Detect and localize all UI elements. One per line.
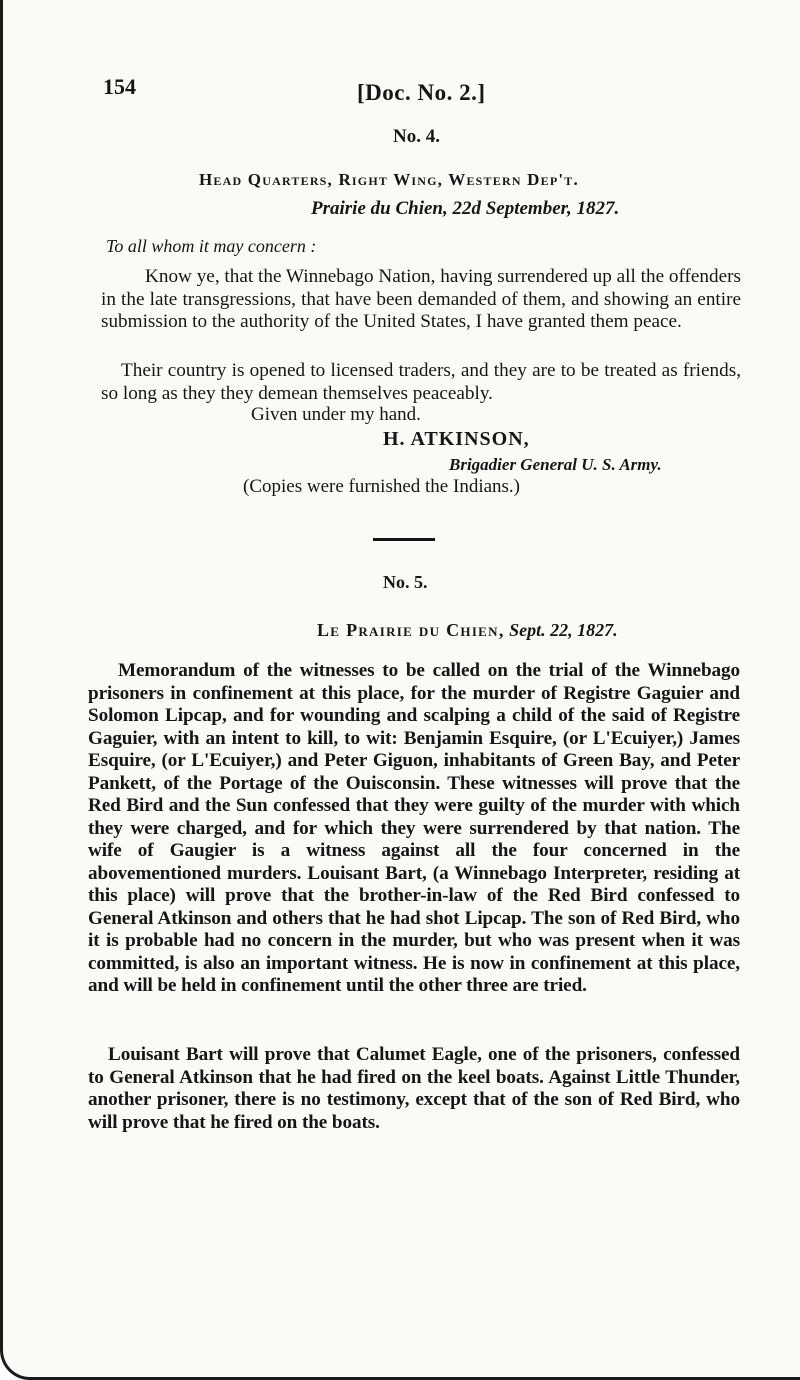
memorandum-paragraph-1: Memorandum of the witnesses to be called on the trial of the Winnebago prisoners in confinement at this place, for the murder of Registre Gaguier and Solomon Lipcap, and for wounding and scalping a child of the said of Registre Gaguier, with an intent to kill, to wit: Benjamin Esquire, (or L'Ecuiyer,) James Esquire, (or L'Ecuiyer,) and Peter Giguon, inhabitants of Green Bay, and Peter Pankett, of the Portage of the Ouisconsin. These witnesses will prove that the Red Bird and the Sun confessed that they were guilty of the murder with which they were charged, and for which they were surrendered by that nation. The wife of Gaugier is a witness against all the four concerned in the abovementioned murders. Louisant Bart, (a Winnebago Interpreter, residing at this place) will prove that the brother-in-law of the Red Bird confessed to General Atkinson and others that he had shot Lipcap. The son of Red Bird, who it is probable had no concern in the murder, but who was present when it was committed, is also an important witness. He is now in confinement at this place, and will be held in confinement until the other three are tried.	[88, 660, 740, 996]
section-5-place-date	[317, 620, 618, 641]
section-5-date: Sept. 22, 1827.	[509, 620, 618, 640]
signature: H. ATKINSON,	[383, 428, 530, 450]
salutation: To all whom it may concern :	[106, 236, 317, 256]
section-4-place-date: Prairie du Chien, 22d September, 1827.	[311, 198, 620, 219]
doc-reference: [Doc. No. 2.]	[357, 80, 486, 105]
copies-note: (Copies were furnished the Indians.)	[243, 476, 521, 497]
section-4-number: No. 4.	[393, 126, 440, 147]
signatory-rank: Brigadier General U. S. Army.	[449, 455, 662, 474]
section-4-paragraph-2: Their country is opened to licensed traders, and they are to be treated as friends, so long as they they demean themselves peaceably.	[101, 360, 741, 404]
section-divider	[373, 538, 435, 541]
section-4-heading: Head Quarters, Right Wing, Western Dep't.	[199, 170, 579, 189]
page-number: 154	[103, 74, 136, 99]
memorandum-paragraph-2: Louisant Bart will prove that Calumet Eagle, one of the prisoners, confessed to General Atkinson that he had fired on the keel boats. Against Little Thunder, another prisoner, there is no testimony, except that of the son of Red Bird, who will prove that he fired on the boats.	[88, 1044, 740, 1133]
given-under-hand: Given under my hand.	[251, 404, 421, 425]
section-4-paragraph-1: Know ye, that the Winnebago Nation, having surrendered up all the offenders in the late transgressions, that have been demanded of them, and showing an entire submission to the authority of the United States, I have granted them peace.	[101, 266, 741, 332]
section-5-place: Le Prairie du Chien,	[317, 620, 505, 640]
section-5-number: No. 5.	[383, 572, 428, 592]
